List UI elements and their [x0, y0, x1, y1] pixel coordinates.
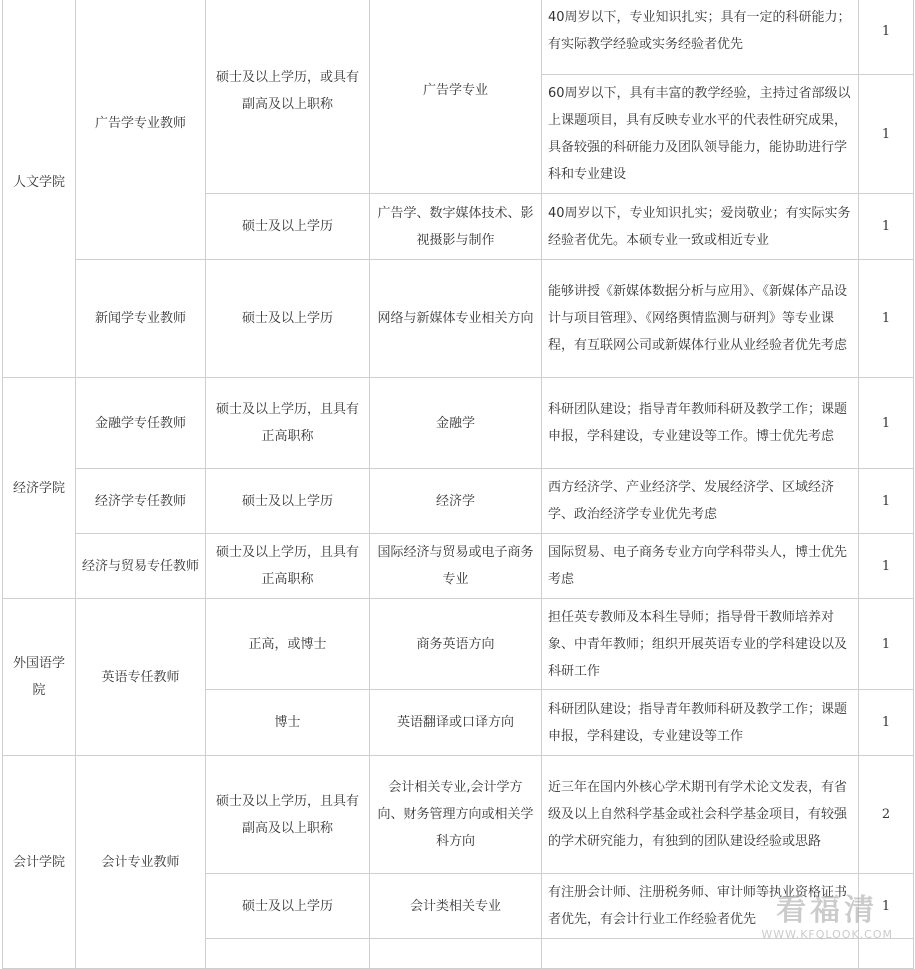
- requirement-cell: 国际贸易、电子商务专业方向学科带头人，博士优先考虑: [542, 534, 859, 599]
- major-cell: 会计相关专业,会计学方向、财务管理方向或相关学科方向: [370, 756, 542, 874]
- table-row: [3, 599, 914, 690]
- recruitment-table: [2, 0, 914, 969]
- major-cell: 广告学专业: [370, 0, 542, 194]
- watermark-url: WWW.KFQLOOK.COM: [761, 928, 893, 941]
- major-cell: [370, 939, 542, 969]
- education-cell: 硕士及以上学历，且具有副高及以上职称: [206, 756, 370, 874]
- requirement-cell: 近三年在国内外核心学术期刊有学术论文发表，有省级及以上自然科学基金或社会科学基金项目，有较强的学术研究能力，有独到的团队建设经验或思路: [542, 756, 859, 874]
- education-cell: 正高，或博士: [206, 599, 370, 690]
- count-cell: 1: [859, 75, 914, 194]
- major-cell: 网络与新媒体专业相关方向: [370, 260, 542, 378]
- requirement-cell: [542, 939, 859, 969]
- count-cell: 2: [859, 756, 914, 874]
- education-cell: 硕士及以上学历: [206, 469, 370, 534]
- major-cell: 金融学: [370, 378, 542, 469]
- count-cell: 1: [859, 194, 914, 260]
- education-cell: 硕士及以上学历: [206, 874, 370, 939]
- position-cell: 经济与贸易专任教师: [76, 534, 206, 599]
- count-cell: 1: [859, 599, 914, 690]
- requirement-cell: 有注册会计师、注册税务师、审计师等执业资格证书者优先，有会计行业工作经验者优先: [542, 874, 859, 939]
- position-cell: 会计专业教师: [76, 756, 206, 969]
- major-cell: 广告学、数字媒体技术、影视摄影与制作: [370, 194, 542, 260]
- table-row: [3, 260, 914, 378]
- position-cell: 英语专任教师: [76, 599, 206, 756]
- major-cell: 经济学: [370, 469, 542, 534]
- count-cell: 1: [859, 534, 914, 599]
- requirement-cell: 40周岁以下，专业知识扎实；具有一定的科研能力；有实际教学经验或实务经验者优先: [542, 0, 859, 75]
- count-cell: 1: [859, 0, 914, 75]
- college-cell: 外国语学院: [3, 599, 76, 756]
- requirement-cell: 担任英专教师及本科生导师；指导骨干教师培养对象、中青年教师；组织开展英语专业的学科建设以及科研工作: [542, 599, 859, 690]
- count-cell: 1: [859, 469, 914, 534]
- requirement-cell: 科研团队建设；指导青年教师科研及教学工作；课题申报，学科建设，专业建设等工作。博士优先考虑: [542, 378, 859, 469]
- education-cell: 硕士及以上学历，且具有正高职称: [206, 378, 370, 469]
- education-cell: 硕士及以上学历，且具有正高职称: [206, 534, 370, 599]
- requirement-cell: 能够讲授《新媒体数据分析与应用》、《新媒体产品设计与项目管理》、《网络舆情监测与研判》等专业课程，有互联网公司或新媒体行业从业经验者优先考虑: [542, 260, 859, 378]
- position-cell: 经济学专任教师: [76, 469, 206, 534]
- table-row: [3, 534, 914, 599]
- count-cell: 1: [859, 690, 914, 756]
- count-cell: 1: [859, 378, 914, 469]
- table-row: [3, 0, 914, 75]
- education-cell: 硕士及以上学历，或具有副高及以上职称: [206, 0, 370, 194]
- table-row: [3, 378, 914, 469]
- table-row: [3, 756, 914, 874]
- major-cell: 会计类相关专业: [370, 874, 542, 939]
- requirement-cell: 西方经济学、产业经济学、发展经济学、区域经济学、政治经济学专业优先考虑: [542, 469, 859, 534]
- college-cell: 经济学院: [3, 378, 76, 599]
- position-cell: 广告学专业教师: [76, 0, 206, 260]
- position-cell: 新闻学专业教师: [76, 260, 206, 378]
- requirement-cell: 60周岁以下，具有丰富的教学经验，主持过省部级以上课题项目，具有反映专业水平的代表性研究成果，具备较强的科研能力及团队领导能力，能协助进行学科和专业建设: [542, 75, 859, 194]
- watermark-title: 看福清: [776, 893, 879, 928]
- education-cell: 硕士及以上学历: [206, 260, 370, 378]
- requirement-cell: 40周岁以下，专业知识扎实；爱岗敬业；有实际实务经验者优先。本硕专业一致或相近专业: [542, 194, 859, 260]
- requirement-cell: 科研团队建设；指导青年教师科研及教学工作；课题申报，学科建设，专业建设等工作: [542, 690, 859, 756]
- major-cell: 英语翻译或口译方向: [370, 690, 542, 756]
- education-cell: 博士: [206, 690, 370, 756]
- count-cell: [859, 939, 914, 969]
- college-cell: 会计学院: [3, 756, 76, 969]
- count-cell: 1: [859, 260, 914, 378]
- table-row: [3, 469, 914, 534]
- major-cell: 国际经济与贸易或电子商务专业: [370, 534, 542, 599]
- count-cell: 1: [859, 874, 914, 939]
- major-cell: 商务英语方向: [370, 599, 542, 690]
- position-cell: 金融学专任教师: [76, 378, 206, 469]
- college-cell: 人文学院: [3, 0, 76, 378]
- education-cell: 硕士及以上学历: [206, 194, 370, 260]
- education-cell: [206, 939, 370, 969]
